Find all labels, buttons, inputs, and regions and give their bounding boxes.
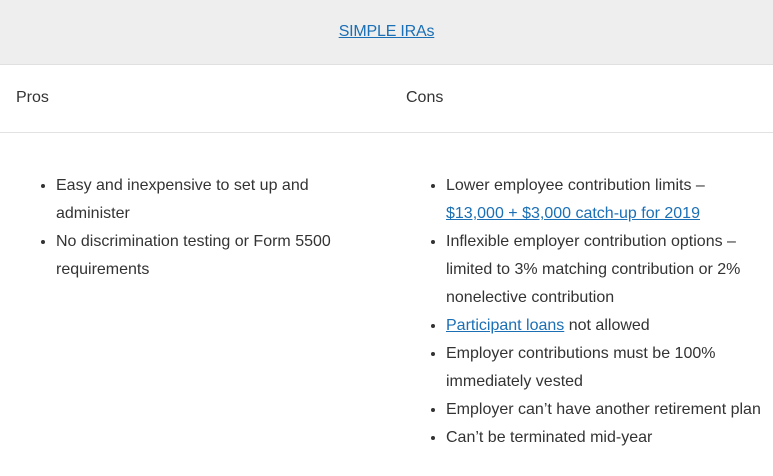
participant-loans-link[interactable]: Participant loans	[446, 317, 565, 334]
cons-list	[406, 172, 766, 452]
table-header-row	[0, 65, 773, 133]
pros-header: Pros	[16, 89, 49, 106]
pros-list	[16, 172, 376, 284]
cons-item: • Inflexible employer contribution options – limited to 3% matching contribution or 2% nonelective contribution	[446, 228, 766, 312]
pros-column	[16, 172, 376, 284]
cons-item-text: not allowed	[564, 317, 650, 334]
contribution-limits-link[interactable]: $13,000 + $3,000 catch-up for 2019	[446, 205, 700, 222]
cons-item	[446, 312, 766, 340]
cons-item: • Employer can’t have another retirement plan	[446, 396, 766, 424]
cons-item: • Employer contributions must be 100% immediately vested	[446, 340, 766, 396]
pros-item: • Easy and inexpensive to set up and administer	[56, 172, 376, 228]
pros-item: • No discrimination testing or Form 5500 requirements	[56, 228, 376, 284]
simple-iras-link[interactable]: SIMPLE IRAs	[338, 23, 435, 40]
cons-column	[406, 172, 766, 452]
cons-item	[446, 172, 766, 228]
cons-item: • Can’t be terminated mid-year	[446, 424, 766, 452]
table-title-bar	[0, 0, 773, 65]
cons-header: Cons	[406, 89, 444, 106]
cons-item-text: Lower employee contribution limits –	[446, 177, 705, 194]
